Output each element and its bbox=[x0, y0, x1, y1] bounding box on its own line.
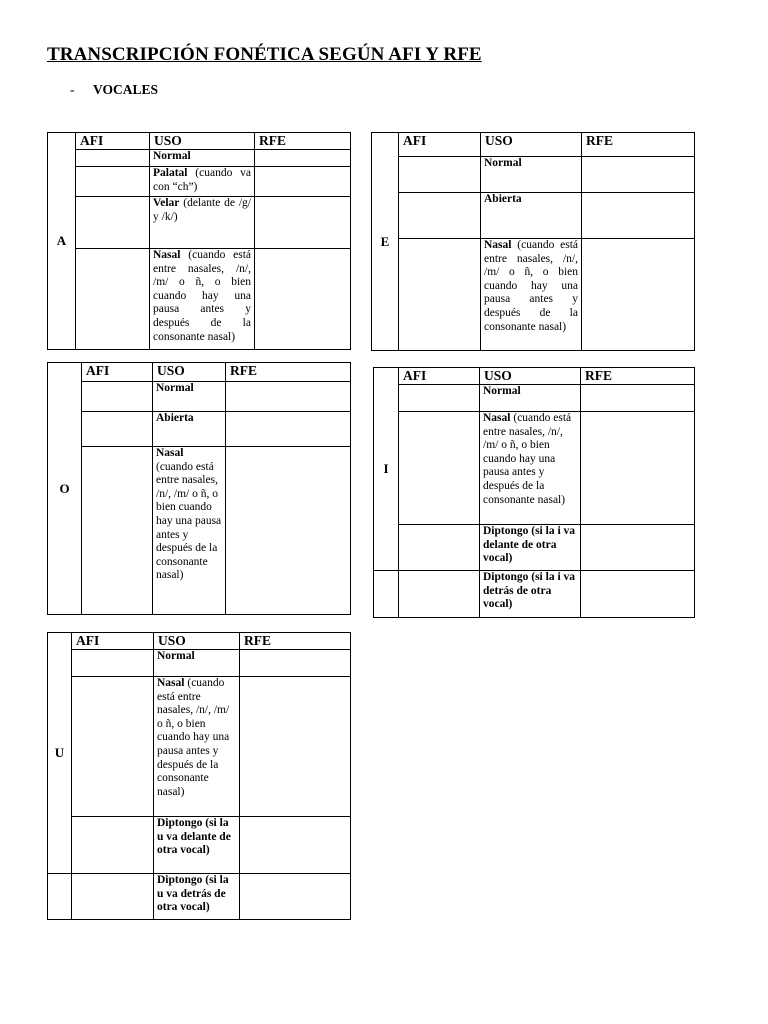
afi-cell[interactable] bbox=[76, 197, 150, 249]
rfe-cell[interactable] bbox=[255, 249, 351, 350]
uso-cell: Normal bbox=[481, 157, 582, 193]
vowel-letter: O bbox=[48, 363, 82, 615]
rfe-cell[interactable] bbox=[226, 447, 351, 615]
header-afi: AFI bbox=[399, 368, 480, 385]
header-afi: AFI bbox=[399, 133, 481, 157]
section-label: VOCALES bbox=[93, 82, 158, 97]
letter-blank-cell bbox=[48, 874, 72, 920]
uso-cell: Abierta bbox=[153, 412, 226, 447]
afi-cell[interactable] bbox=[72, 650, 154, 677]
rfe-cell[interactable] bbox=[240, 650, 351, 677]
header-uso: USO bbox=[154, 633, 240, 650]
afi-cell[interactable] bbox=[82, 447, 153, 615]
vowel-table-u bbox=[47, 632, 351, 920]
header-uso: USO bbox=[480, 368, 581, 385]
vowel-letter: I bbox=[374, 368, 399, 571]
rfe-cell[interactable] bbox=[582, 157, 695, 193]
uso-cell: Nasal (cuando está entre nasales, /n/, /m/ o ñ, o bien cuando hay una pausa antes y después de la consonante nasal) bbox=[153, 447, 226, 615]
afi-cell[interactable] bbox=[399, 193, 481, 239]
header-uso: USO bbox=[150, 133, 255, 150]
header-afi: AFI bbox=[76, 133, 150, 150]
afi-cell[interactable] bbox=[72, 874, 154, 920]
header-uso: USO bbox=[481, 133, 582, 157]
rfe-cell[interactable] bbox=[240, 817, 351, 874]
afi-cell[interactable] bbox=[399, 239, 481, 351]
uso-cell: Abierta bbox=[481, 193, 582, 239]
rfe-cell[interactable] bbox=[255, 197, 351, 249]
vowel-table-o bbox=[47, 362, 351, 615]
afi-cell[interactable] bbox=[399, 385, 480, 412]
header-afi: AFI bbox=[72, 633, 154, 650]
uso-cell: Nasal (cuando está entre nasales, /n/, /m/ o ñ, o bien cuando hay una pausa antes y después de la consonante nasal) bbox=[150, 249, 255, 350]
uso-cell: Normal bbox=[480, 385, 581, 412]
vowel-letter: A bbox=[48, 133, 76, 350]
rfe-cell[interactable] bbox=[226, 382, 351, 412]
afi-cell[interactable] bbox=[72, 817, 154, 874]
rfe-cell[interactable] bbox=[255, 150, 351, 167]
afi-cell[interactable] bbox=[76, 150, 150, 167]
rfe-cell[interactable] bbox=[581, 525, 695, 571]
uso-cell: Normal bbox=[150, 150, 255, 167]
rfe-cell[interactable] bbox=[240, 677, 351, 817]
afi-cell[interactable] bbox=[399, 525, 480, 571]
header-uso: USO bbox=[153, 363, 226, 382]
uso-cell: Nasal (cuando está entre nasales, /n/, /m/ o ñ, o bien cuando hay una pausa antes y después de la consonante nasal) bbox=[480, 412, 581, 525]
rfe-cell[interactable] bbox=[226, 412, 351, 447]
list-dash: - bbox=[70, 82, 75, 97]
header-rfe: RFE bbox=[240, 633, 351, 650]
uso-cell: Normal bbox=[153, 382, 226, 412]
rfe-cell[interactable] bbox=[581, 412, 695, 525]
rfe-cell[interactable] bbox=[582, 239, 695, 351]
header-rfe: RFE bbox=[255, 133, 351, 150]
afi-cell[interactable] bbox=[76, 249, 150, 350]
vowel-table-e bbox=[371, 132, 695, 351]
afi-cell[interactable] bbox=[72, 677, 154, 817]
header-rfe: RFE bbox=[581, 368, 695, 385]
vowel-letter: E bbox=[372, 133, 399, 351]
uso-cell: Nasal (cuando está entre nasales, /n/, /m/ o ñ, o bien cuando hay una pausa antes y después de la consonante nasal) bbox=[154, 677, 240, 817]
rfe-cell[interactable] bbox=[240, 874, 351, 920]
uso-cell: Diptongo (si la u va detrás de otra vocal) bbox=[154, 874, 240, 920]
rfe-cell[interactable] bbox=[582, 193, 695, 239]
vowel-letter: U bbox=[48, 633, 72, 874]
rfe-cell[interactable] bbox=[255, 167, 351, 197]
uso-cell: Diptongo (si la i va detrás de otra vocal) bbox=[480, 571, 581, 618]
rfe-cell[interactable] bbox=[581, 571, 695, 618]
rfe-cell[interactable] bbox=[581, 385, 695, 412]
afi-cell[interactable] bbox=[399, 571, 480, 618]
vowel-table-i bbox=[373, 367, 695, 618]
afi-cell[interactable] bbox=[399, 157, 481, 193]
afi-cell[interactable] bbox=[76, 167, 150, 197]
uso-cell: Nasal (cuando está entre nasales, /n/, /m/ o ñ, o bien cuando hay una pausa antes y después de la consonante nasal) bbox=[481, 239, 582, 351]
uso-cell: Palatal (cuando va con “ch”) bbox=[150, 167, 255, 197]
header-rfe: RFE bbox=[582, 133, 695, 157]
afi-cell[interactable] bbox=[82, 382, 153, 412]
page-title: TRANSCRIPCIÓN FONÉTICA SEGÚN AFI Y RFE bbox=[47, 44, 482, 65]
header-rfe: RFE bbox=[226, 363, 351, 382]
letter-blank-cell bbox=[374, 571, 399, 618]
uso-cell: Diptongo (si la i va delante de otra vocal) bbox=[480, 525, 581, 571]
section-heading bbox=[70, 82, 158, 98]
uso-cell: Diptongo (si la u va delante de otra vocal) bbox=[154, 817, 240, 874]
uso-cell: Velar (delante de /g/ y /k/) bbox=[150, 197, 255, 249]
afi-cell[interactable] bbox=[399, 412, 480, 525]
afi-cell[interactable] bbox=[82, 412, 153, 447]
vowel-table-a bbox=[47, 132, 351, 350]
uso-cell: Normal bbox=[154, 650, 240, 677]
header-afi: AFI bbox=[82, 363, 153, 382]
